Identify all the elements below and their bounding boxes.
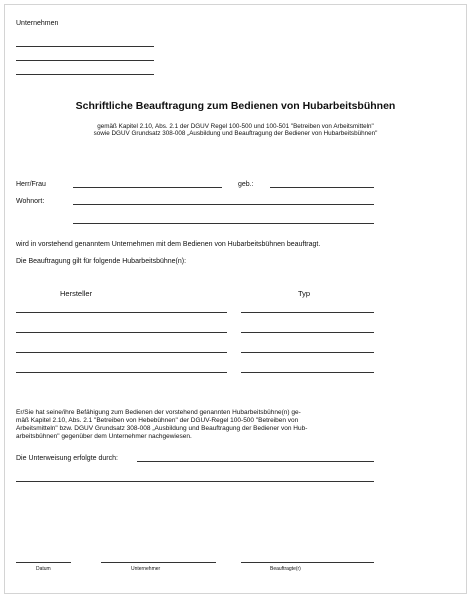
- qualification-line-4: arbeitsbühnen" gegenüber dem Unternehmer nachgewiesen.: [16, 433, 192, 440]
- form-page: [4, 4, 467, 594]
- type-field-3[interactable]: [241, 352, 374, 353]
- company-line-3[interactable]: [16, 74, 154, 75]
- instruction-field[interactable]: [137, 461, 374, 462]
- address-field-2[interactable]: [73, 223, 374, 224]
- form-title: Schriftliche Beauftragung zum Bedienen von Hubarbeitsbühnen: [75, 100, 396, 112]
- type-header: Typ: [298, 289, 311, 298]
- appointee-label: Beauftragte(r): [270, 566, 301, 572]
- name-field[interactable]: [73, 187, 222, 188]
- instruction-field-2[interactable]: [16, 481, 374, 482]
- subtitle-line-1: gemäß Kapitel 2.10, Abs. 2.1 der DGUV Regel 100-500 und 100-501 "Betreiben von Arbeitsmitteln": [97, 123, 374, 130]
- type-field-4[interactable]: [241, 372, 374, 373]
- statement-text: wird in vorstehend genanntem Unternehmen mit dem Bedienen von Hubarbeitsbühnen beauftragt.: [16, 241, 321, 248]
- manufacturer-field-4[interactable]: [16, 372, 227, 373]
- manufacturer-field-2[interactable]: [16, 332, 227, 333]
- qualification-line-1: Er/Sie hat seine/ihre Befähigung zum Bedienen der vorstehend genannten Hubarbeitsbühne(n) ge-: [16, 409, 301, 416]
- birth-field[interactable]: [270, 187, 374, 188]
- herr-frau-label: Herr/Frau: [16, 181, 46, 188]
- appointee-signature-line[interactable]: [241, 562, 374, 563]
- qualification-line-2: mäß Kapitel 2.10, Abs. 2.1 "Betreiben von Hebebühnen" der DGUV-Regel 100-500 "Betreiben von: [16, 417, 299, 424]
- employer-label: Unternehmer: [131, 566, 161, 572]
- date-label: Datum: [36, 566, 51, 572]
- qualification-line-3: Arbeitsmitteln" bzw. DGUV Grundsatz 308-008 „Ausbildung und Beauftragung der Bediener von Hub-: [16, 425, 308, 432]
- company-line-1[interactable]: [16, 46, 154, 47]
- subtitle-line-2: sowie DGUV Grundsatz 308-008 „Ausbildung und Beauftragung der Bediener von Hubarbeitsbühnen": [93, 130, 378, 137]
- company-line-2[interactable]: [16, 60, 154, 61]
- birth-label: geb.:: [238, 181, 254, 188]
- applies-to-text: Die Beauftragung gilt für folgende Hubarbeitsbühne(n):: [16, 258, 187, 265]
- wohnort-label: Wohnort:: [16, 198, 45, 205]
- employer-signature-line[interactable]: [101, 562, 216, 563]
- date-line[interactable]: [16, 562, 71, 563]
- manufacturer-header: Hersteller: [60, 289, 93, 298]
- type-field-1[interactable]: [241, 312, 374, 313]
- manufacturer-field-1[interactable]: [16, 312, 227, 313]
- type-field-2[interactable]: [241, 332, 374, 333]
- manufacturer-field-3[interactable]: [16, 352, 227, 353]
- company-label: Unternehmen: [16, 20, 59, 27]
- instruction-label: Die Unterweisung erfolgte durch:: [16, 455, 118, 462]
- address-field-1[interactable]: [73, 204, 374, 205]
